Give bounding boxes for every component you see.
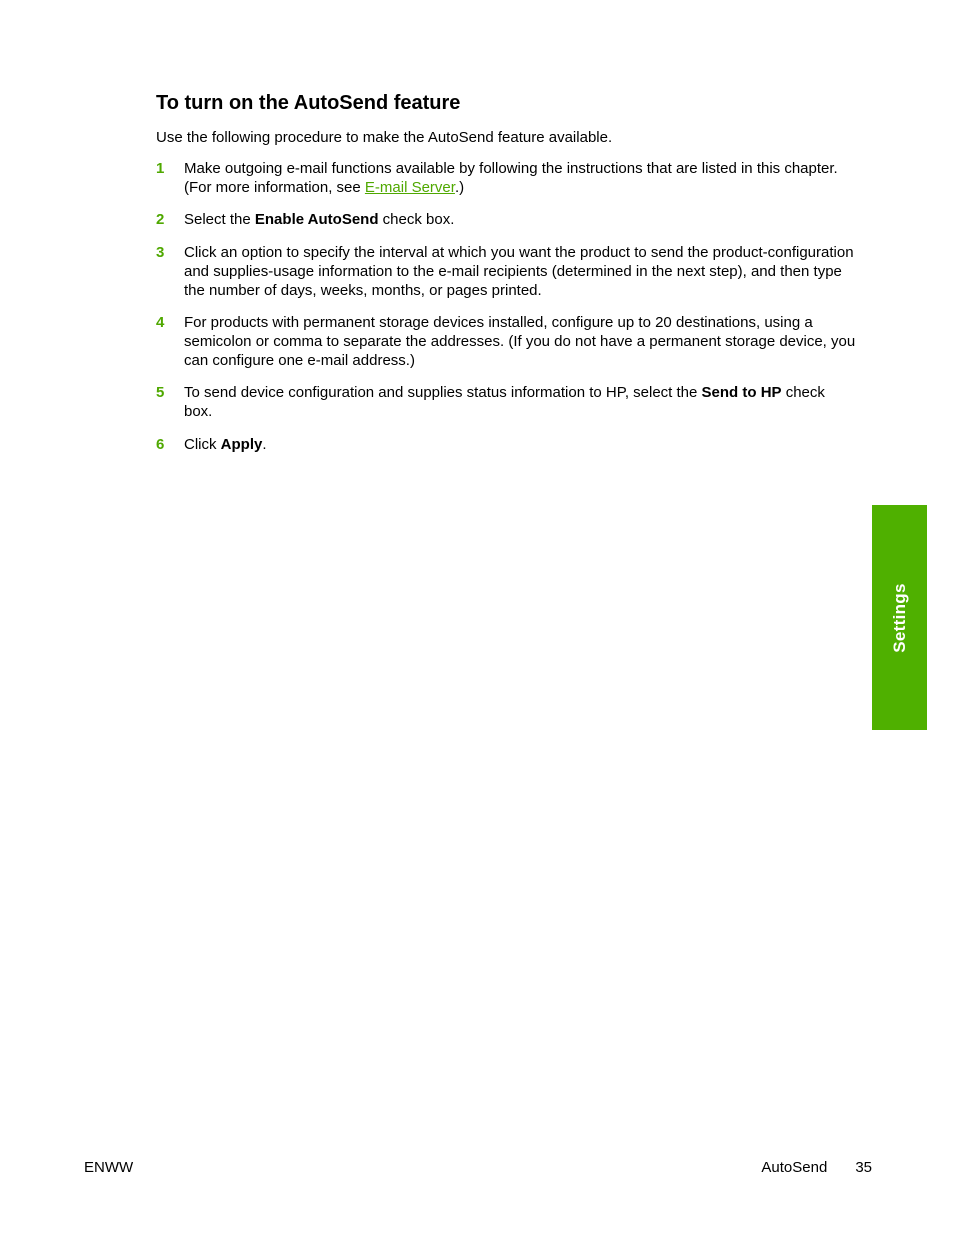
step-2 bbox=[156, 211, 856, 230]
email-server-link[interactable]: E-mail Server bbox=[364, 178, 455, 196]
ui-term-send-to-hp: Send to HP bbox=[701, 384, 782, 402]
step-number: 6 bbox=[156, 435, 165, 453]
step-number: 4 bbox=[156, 314, 165, 332]
procedure-steps bbox=[156, 160, 856, 468]
footer-left: ENWW bbox=[84, 1159, 134, 1176]
step-text-part: Select the bbox=[184, 211, 255, 229]
step-3 bbox=[156, 244, 856, 300]
step-text bbox=[184, 211, 454, 228]
step-text-part: Click bbox=[184, 435, 221, 453]
step-text bbox=[184, 436, 267, 453]
footer-section-title: AutoSend bbox=[761, 1159, 828, 1176]
ui-term-apply: Apply bbox=[220, 435, 263, 453]
step-text: For products with permanent storage devices installed, configure up to 20 destinations, using a semicolon or comma to separate the addresses. (If you do not have a permanent storage device, you can configure one e-mail address.) bbox=[184, 314, 856, 369]
step-5 bbox=[156, 384, 856, 421]
step-number: 2 bbox=[156, 211, 165, 229]
chapter-tab-label: Settings bbox=[889, 582, 909, 653]
step-text-part: To send device configuration and supplies status information to HP, select the bbox=[184, 384, 702, 402]
ui-term-enable-autosend: Enable AutoSend bbox=[254, 211, 379, 229]
chapter-side-tab bbox=[872, 505, 927, 730]
step-text bbox=[184, 384, 825, 420]
step-text bbox=[184, 160, 838, 196]
step-text-part: check box. bbox=[184, 384, 825, 421]
step-text-part: Make outgoing e-mail functions available by following the instructions that are listed in this chapter. (For more information, see bbox=[184, 160, 838, 196]
step-text-part: . bbox=[262, 435, 267, 453]
step-4 bbox=[156, 314, 856, 370]
page-number: 35 bbox=[855, 1159, 872, 1176]
step-1 bbox=[156, 160, 856, 197]
step-6 bbox=[156, 436, 856, 455]
page-title: To turn on the AutoSend feature bbox=[156, 92, 461, 114]
step-text-part: .) bbox=[454, 178, 465, 196]
step-number: 1 bbox=[156, 160, 165, 177]
intro-paragraph: Use the following procedure to make the AutoSend feature available. bbox=[156, 129, 613, 146]
step-number: 3 bbox=[156, 244, 165, 262]
step-text: Click an option to specify the interval at which you want the product to send the product-configuration and supplies-usage information to the e-mail recipients (determined in the next step), and then type the number of days, weeks, months, or pages printed. bbox=[184, 244, 854, 299]
step-number: 5 bbox=[156, 384, 165, 402]
step-text-part: check box. bbox=[378, 211, 455, 229]
footer-right bbox=[761, 1159, 872, 1177]
